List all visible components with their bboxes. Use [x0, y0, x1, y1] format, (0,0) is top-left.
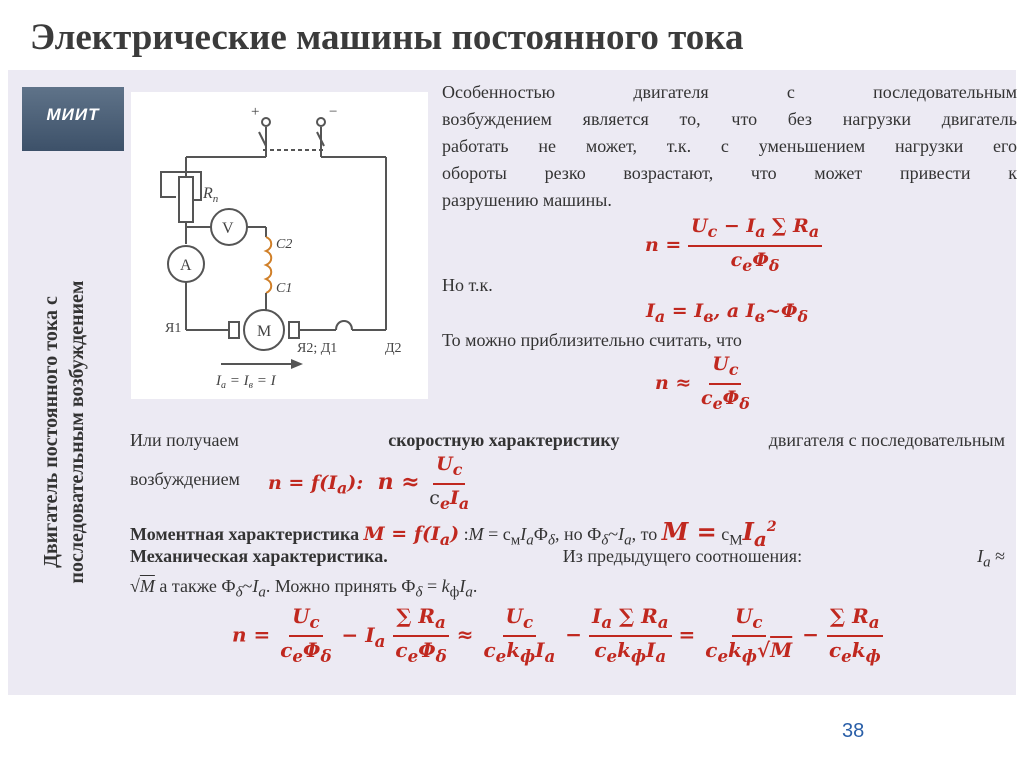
c2-label: C2	[276, 237, 293, 252]
formula-speed-function: $n = f(I_a)$: n ≈ $\frac{U_c}{с_eI_a}$	[268, 453, 470, 513]
mechanical-characteristic-line: Механическая характеристика. Из предыдущего соотношения: $I_a$ ≈	[130, 543, 1005, 577]
side-title: Двигатель постоянного тока с последовательным возбуждением	[40, 280, 88, 584]
ya2-d1-label: Я2; Д1	[297, 341, 338, 356]
formula-mechanical-characteristic: n = $\frac{U_c}{c_e\Phi_\delta}$ − $I_a$ $\frac{\sum R_a}{c_e\Phi_\delta}$ ≈ $\frac{U_c}{c_ek_фI_a}$ − $\frac{I_a \sum R_a}{c_ek_фI_a}$ = $\frac{U_c}{c_ek_ф√M}$ − $\frac{\sum R_a}{c_ek_ф}$	[232, 604, 881, 666]
current-equation: $I_а = I_в = I$	[216, 373, 276, 391]
but-text: Но т.к.	[442, 275, 493, 295]
paragraph-1-line-2: возбуждением является то, что без нагрузки двигатель	[442, 109, 1017, 129]
circuit-diagram	[131, 92, 428, 399]
moment-then: , то	[631, 524, 658, 544]
mechanical-line-2: √M а также $Ф_\delta\sim I_a$. Можно принять $Ф_\delta = k_фI_a$.	[130, 576, 478, 601]
rp-label: R	[203, 185, 213, 202]
paragraph-1-line-1: Особенностью двигателя с последовательным	[442, 82, 1017, 102]
page-number: 38	[842, 720, 865, 742]
moment-characteristic-line: Моментная характеристика $M = f(I_a)$ :M = $c_мI_aФ_\delta$, но $Ф_\delta\sim I_a$, то $M = с_МI_a^2$	[130, 517, 777, 551]
mech-line2-b: . Можно принять Ф	[265, 576, 416, 596]
ya1-label: Я1	[165, 321, 182, 336]
rp-subscript: п	[212, 193, 219, 205]
svg-text:Rп	[202, 185, 219, 205]
moment-rest: , но Ф	[555, 524, 602, 544]
excitation-text: возбуждением	[130, 469, 240, 489]
logo-text: МИИТ	[46, 105, 100, 124]
speed-characteristic-line	[130, 427, 1005, 454]
formula-current-equality: $I_a = I_в$, а $I_в\sim\Phi_\delta$	[646, 300, 809, 326]
c1-label: C1	[276, 281, 293, 296]
speed-characteristic-term: скоростную характеристику	[388, 430, 620, 450]
voltmeter-label: V	[222, 220, 234, 237]
paragraph-1-line-3: работать не может, т.к. с уменьшением нагрузки его	[442, 136, 1017, 156]
d2-label: Д2	[385, 341, 402, 356]
moment-label: Моментная характеристика	[130, 524, 360, 544]
minus-label: −	[329, 104, 338, 120]
circuit-svg	[131, 92, 428, 399]
line-a-part-1: Или получаем	[130, 430, 239, 450]
paragraph-1-line-4: обороты резко возрастают, что может привести к	[442, 163, 1017, 183]
motor-label: M	[257, 323, 272, 340]
mech-rest: Из предыдущего соотношения:	[562, 546, 803, 566]
line-a-part-3: двигателя с последовательным	[768, 430, 1005, 450]
miit-logo	[22, 87, 124, 151]
mech-line2-a: а также Ф	[159, 576, 236, 596]
mech-label: Механическая характеристика.	[130, 546, 388, 566]
formula-speed-approx: n ≈ $\frac{U_c}{c_e\Phi_\delta}$	[655, 353, 750, 413]
paragraph-1-line-5: разрушению машины.	[442, 190, 612, 210]
approx-text: То можно приблизительно считать, что	[442, 330, 742, 350]
formula-speed-exact: n = $\frac{U_c - I_a \sum R_a}{c_e\Phi_\delta}$	[645, 214, 822, 278]
ammeter-label: A	[180, 257, 192, 274]
plus-label: +	[251, 104, 260, 120]
page-title: Электрические машины постоянного тока	[30, 17, 744, 58]
